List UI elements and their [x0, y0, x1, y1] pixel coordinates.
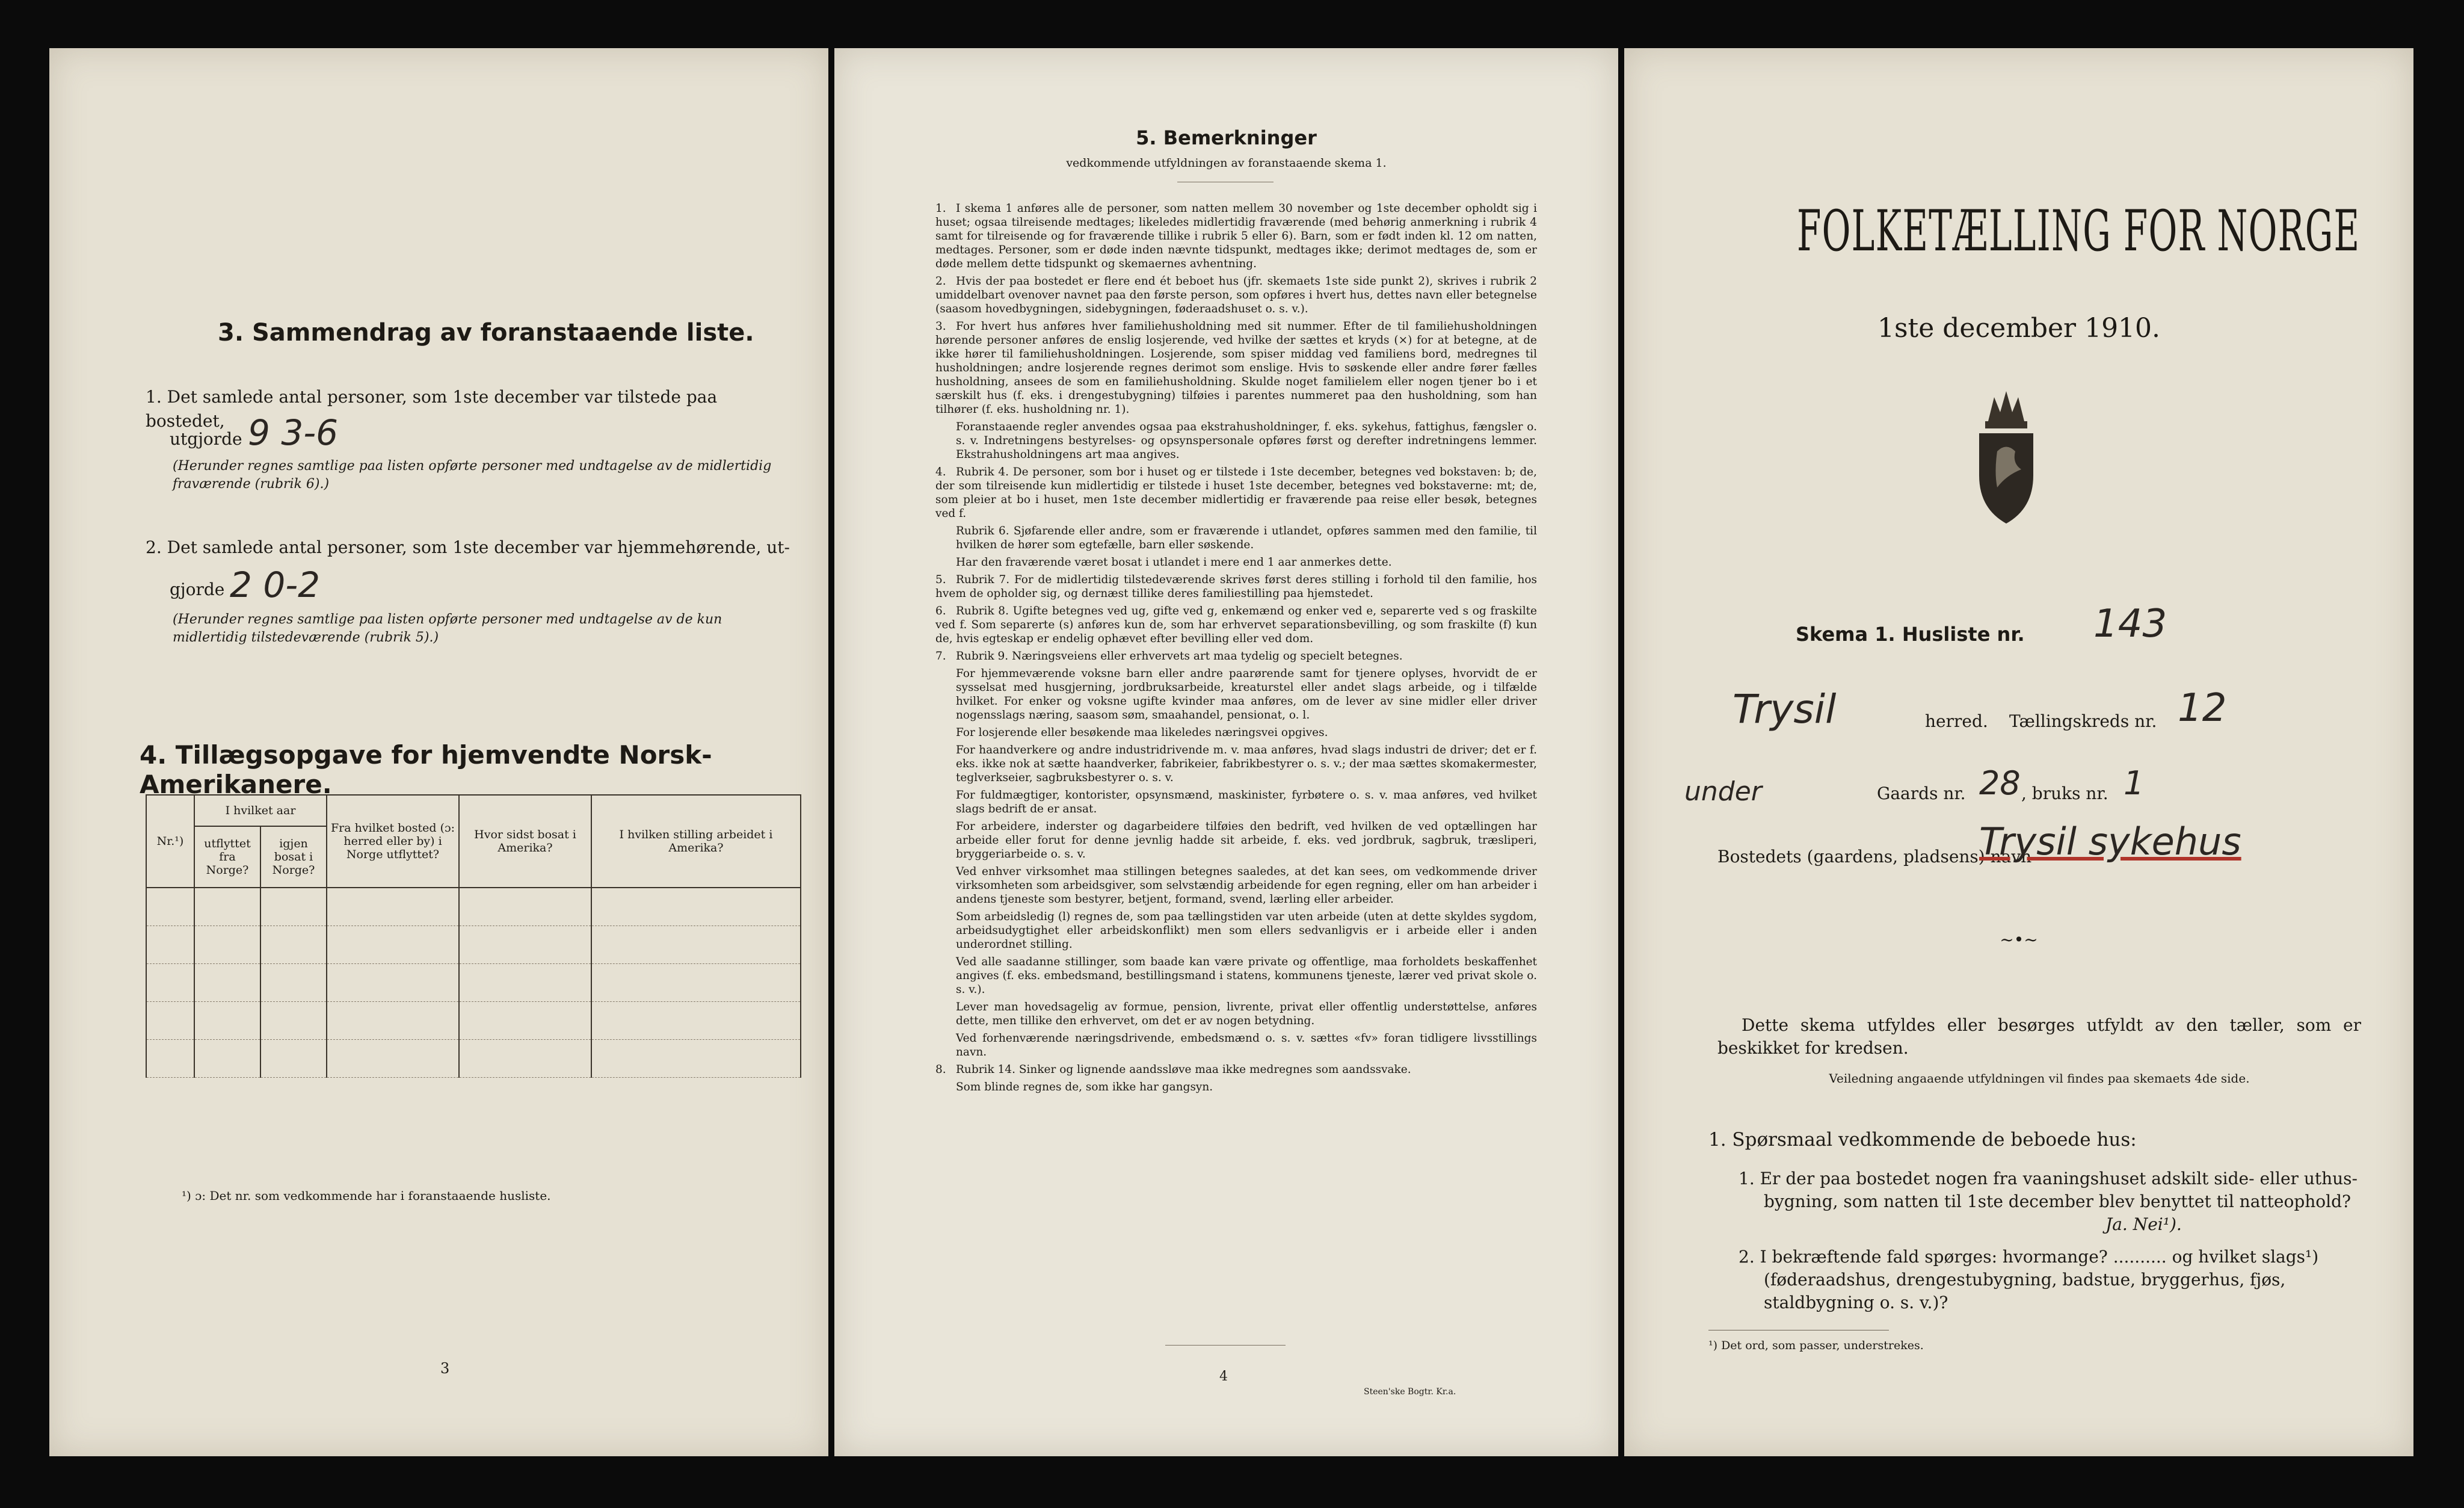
paragraph-text: Ved enhver virksomhet maa stillingen betegnes saaledes, at det kan sees, om vedkommende driver virksomheten som arbeidsgiver, som selvstændig arbeidende for egen regning, eller om han arbeider i andens tjeneste som bestyrer, betjent, formand, svend, lærling eller arbeider.	[956, 865, 1537, 906]
item1-text: 1. Det samlede antal personer, som 1ste december var tilstede paa bostedet,	[146, 387, 718, 431]
bemerkning-paragraph	[935, 1063, 1537, 1077]
paragraph-text: For arbeidere, inderster og dagarbeidere tilføies den bedrift, ved hvilken de ved optællingen har arbeide eller forut for denne jevnlig hadde sit arbeide, f. eks. ved jordbruk, sagbruk, træsliperi, bryggeriarbeide o. s. v.	[956, 820, 1537, 861]
paragraph-text: I skema 1 anføres alle de personer, som natten mellem 30 november og 1ste december opholdt sig i huset; ogsaa tilreisende medtages; likeledes midlertidig fraværende (med behørig anmerkning i rubrik 4 samt for tilreisende og for fraværende tillike i rubrik 5 eller 6). Barn, som er født inden kl. 12 om natten, medtages. Personer, som er døde inden nævnte tidspunkt, medtages ikke; derimot medtages de, som er døde mellem dette tidspunkt og skemaernes avhentning.	[935, 202, 1537, 270]
table-row	[146, 888, 801, 926]
question-1: 1. Er der paa bostedet nogen fra vaaningshuset adskilt side- eller uthus-bygning, som natten til 1ste december blev benyttet til natteophold?	[1739, 1169, 2358, 1211]
paragraph-text: Rubrik 9. Næringsveiens eller erhvervets art maa tydelig og specielt betegnes.	[956, 650, 1403, 663]
table-row	[146, 926, 801, 964]
paragraph-number: 2.	[935, 275, 946, 288]
ornament-icon: ~•~	[2000, 930, 2038, 950]
col-hvor-sidst-bosat: Hvor sidst bosat i Amerika?	[459, 795, 591, 888]
question-2: 2. I bekræftende fald spørges: hvormange? .......... og hvilket slags¹) (føderaadshus, drengestubygning, badstue, bryggerhus, fjøs, staldbygning o. s. v.)?	[1739, 1247, 2319, 1312]
bemerkning-paragraph	[935, 865, 1537, 906]
paragraph-text: Ved forhenværende næringsdrivende, embedsmænd o. s. v. sættes «fv» foran tidligere livsstillings navn.	[956, 1032, 1537, 1058]
paragraph-number: 1.	[935, 202, 946, 215]
paragraph-text: Ved alle saadanne stillinger, som baade kan være private og offentlige, maa forholdets beskaffenhet angives (f. eks. embedsmand, bestillingsmand i statens, kommunens tjeneste, lærer ved privat skole o. s. v.).	[956, 956, 1537, 996]
table-row	[146, 1040, 801, 1078]
middle-page	[834, 48, 1618, 1456]
paragraph-text: Rubrik 6. Sjøfarende eller andre, som er fraværende i utlandet, opføres sammen med den familie, til hvilken de hører som egtefælle, barn eller søskende.	[956, 525, 1537, 551]
bemerkninger-title: 5. Bemerkninger	[1136, 126, 1317, 149]
paragraph-number: 8.	[935, 1063, 946, 1076]
section3-title: 3. Sammendrag av foranstaaende liste.	[218, 319, 754, 347]
bemerkning-paragraph	[935, 524, 1537, 552]
bemerkning-paragraph	[935, 274, 1537, 316]
under-value: under	[1684, 776, 1762, 807]
bemerkning-paragraph	[935, 573, 1537, 601]
paragraph-number: 5.	[935, 573, 946, 586]
norsk-amerikanere-table	[146, 794, 801, 1078]
col-nr: Nr.¹)	[146, 795, 194, 888]
bemerkning-paragraph	[935, 910, 1537, 951]
bemerkning-paragraph	[935, 743, 1537, 785]
paragraph-text: Hvis der paa bostedet er flere end ét beboet hus (jfr. skemaets 1ste side punkt 2), skrives i rubrik 2 umiddelbart ovenover navnet paa den første person, som opføres i hvert hus, dettes navn eller betegnelse (saasom hovedbygningen, sidebygningen, føderaadshuset o. s. v.).	[935, 275, 1537, 315]
bemerkning-paragraph	[935, 202, 1537, 271]
printer-mark: Steen'ske Bogtr. Kr.a.	[1364, 1387, 1456, 1397]
item2-text: 2. Det samlede antal personer, som 1ste december var hjemmehørende, ut-	[146, 537, 790, 557]
skema-label: Skema 1. Husliste nr.	[1796, 623, 2025, 646]
main-title: FOLKETÆLLING FOR NORGE	[1796, 199, 2361, 264]
bruks-label: , bruks nr.	[2021, 783, 2108, 803]
table-row	[146, 964, 801, 1002]
section4-title: 4. Tillægsopgave for hjemvendte Norsk-Amerikanere.	[140, 740, 712, 799]
middle-page-number: 4	[1219, 1369, 1228, 1384]
bemerkning-paragraph	[935, 726, 1537, 740]
paragraph-text: Som blinde regnes de, som ikke har gangsyn.	[956, 1081, 1213, 1093]
left-page-number: 3	[440, 1360, 450, 1377]
bemerkning-paragraph	[935, 1080, 1537, 1094]
gaards-value: 28	[1979, 764, 2021, 802]
paragraph-text: Som arbeidsledig (l) regnes de, som paa tællingstiden var uten arbeide (uten at dette skyldes sygdom, arbeidsudygtighet eller arbeidskonflikt) men som ellers sedvanligvis er i arbeide eller i anden underordnet stilling.	[956, 910, 1537, 951]
bemerkning-paragraph	[935, 667, 1537, 722]
item1-handwritten-value: 9 3-6	[248, 412, 339, 453]
gaards-label: Gaards nr.	[1877, 783, 1966, 803]
bemerkninger-subtitle: vedkommende utfyldningen av foranstaaende skema 1.	[1066, 156, 1387, 170]
paragraph-text: Rubrik 4. De personer, som bor i huset og er tilstede i 1ste december, betegnes ved bokstaven: b; de, der som tilreisende kun midlertidig er tilstede i huset 1ste december, betegnes ved bokstaverne: mt; de, som pleier at bo i huset, men 1ste december midlertidig er fraværende paa reise eller besøk, betegnes ved f.	[935, 466, 1537, 520]
bemerkning-paragraph	[935, 465, 1537, 521]
bemerkning-paragraph	[935, 1031, 1537, 1059]
paragraph-text: For fuldmægtiger, kontorister, opsynsmænd, maskinister, fyrbøtere o. s. v. maa anføres, ved hvilket slags bedrift de er ansat.	[956, 789, 1537, 815]
paragraph-text: Foranstaaende regler anvendes ogsaa paa ekstrahusholdninger, f. eks. sykehus, fattighus, fængsler o. s. v. Indretningens bestyrelses- og opsynspersonale opføres først og derefter indretningens lemmer. Ekstrahusholdningens art maa angives.	[956, 421, 1537, 461]
bruks-value: 1	[2124, 764, 2145, 802]
paragraph-text: For losjerende eller besøkende maa likeledes næringsvei opgives.	[956, 726, 1328, 739]
item1-note: (Herunder regnes samtlige paa listen opførte personer med undtagelse av de midlertidig fraværende (rubrik 6).)	[173, 459, 772, 492]
paragraph-text: Har den fraværende været bosat i utlandet i mere end 1 aar anmerkes dette.	[956, 556, 1392, 569]
kreds-label: Tællingskreds nr.	[2009, 711, 2157, 731]
paragraph-text: Rubrik 8. Ugifte betegnes ved ug, gifte ved g, enkemænd og enker ved e, separerte ved s og fraskilte ved f. Som separerte (s) anføres kun de, som har erhvervet separationsbevilling, og som fraskilte (f) kun de, hvis egteskap er endelig ophævet efter bevilling eller ved dom.	[935, 605, 1537, 645]
col-stilling: I hvilken stilling arbeidet i Amerika?	[591, 795, 801, 888]
col-i-hvilket-aar: I hvilket aar	[194, 795, 327, 826]
paragraph-text: Rubrik 7. For de midlertidig tilstedeværende skrives først deres stilling i forhold til den familie, hos hvem de opholder sig, og dernæst tillike deres familiestilling paa hjemstedet.	[935, 573, 1537, 600]
questions-title: 1. Spørsmaal vedkommende de beboede hus:	[1708, 1129, 2137, 1151]
bemerkning-paragraph	[935, 604, 1537, 646]
census-date: 1ste december 1910.	[1877, 313, 2161, 344]
instruction-subtext: Veiledning angaaende utfyldningen vil findes paa skemaets 4de side.	[1829, 1071, 2250, 1086]
bosted-value: Trysil sykehus	[1979, 820, 2241, 864]
bemerkning-paragraph	[935, 788, 1537, 816]
item2-label: gjorde	[170, 579, 225, 599]
item1-label: utgjorde	[170, 429, 242, 449]
kreds-value: 12	[2178, 686, 2227, 731]
paragraph-number: 4.	[935, 466, 946, 478]
paragraph-text: For hjemmeværende voksne barn eller andre paarørende samt for tjenere oplyses, hvorvidt de er sysselsat med husgjerning, jordbruksarbeide, kreaturstel eller andet slags arbeide, og i tilfælde hvilket. For enker og voksne ugifte kvinder maa anføres, om de lever av sine midler eller driver nogensslags næring, saasom søm, smaahandel, pensionat, o. l.	[956, 667, 1537, 722]
bemerkning-paragraph	[935, 320, 1537, 416]
bosted-label: Bostedets (gaardens, pladsens) navn	[1717, 847, 2032, 867]
paragraph-number: 6.	[935, 605, 946, 617]
bemerkninger-list	[935, 202, 1537, 1098]
paragraph-text: For hvert hus anføres hver familiehusholdning med sit nummer. Efter de til familiehusholdningen hørende personer anføres de enslig losjerende, ved hvilke der sættes et kryds (×) for at betegne, at de ikke hører til familiehusholdningen. Losjerende, som spiser middag ved familiens bord, medregnes til husholdningen; andre losjerende regnes derimot som enslige. Hvis to søskende eller andre fører fælles husholdning, ansees de som en familiehusholdning. Skulde noget familielem eller nogen tjener bo i et særskilt hus (f. eks. i drengestubygning) tilføies i parentes nummeret paa den husholdning, som han tilhører (f. eks. husholdning nr. 1).	[935, 320, 1537, 416]
col-utflyttet: utflyttet fra Norge?	[194, 826, 260, 888]
left-footnote: ¹) ɔ: Det nr. som vedkommende har i foranstaaende husliste.	[182, 1188, 551, 1203]
paragraph-number: 3.	[935, 320, 946, 333]
paragraph-text: For haandverkere og andre industridrivende m. v. maa anføres, hvad slags industri de driver; det er f. eks. ikke nok at sætte haandverker, fabrikeier, fabrikbestyrer o. s. v.; der maa sættes skomakermester, teglverkseier, sagbruksbestyrer o. s. v.	[956, 744, 1537, 784]
paragraph-number: 7.	[935, 650, 946, 663]
bemerkning-paragraph	[935, 420, 1537, 462]
item2-note: (Herunder regnes samtlige paa listen opførte personer med undtagelse av de kun midlertidig tilstedeværende (rubrik 5).)	[173, 612, 722, 645]
coat-of-arms-icon	[1961, 385, 2051, 532]
question-1-answer: Ja. Nei¹).	[2105, 1214, 2182, 1234]
bemerkning-paragraph	[935, 955, 1537, 997]
right-page	[1624, 48, 2413, 1456]
instruction-text: Dette skema utfyldes eller besørges utfyldt av den tæller, som er beskikket for kredsen.	[1717, 1015, 2361, 1058]
paragraph-text: Rubrik 14. Sinker og lignende aandssløve maa ikke medregnes som aandssvake.	[956, 1063, 1411, 1076]
paragraph-text: Lever man hovedsagelig av formue, pension, livrente, privat eller offentlig understøttelse, anføres dette, men tillike den erhvervet, om det er av nogen betydning.	[956, 1001, 1537, 1027]
herred-label: herred.	[1925, 711, 1988, 731]
col-fra-hvilket-bosted: Fra hvilket bosted (ɔ: herred eller by) i Norge utflyttet?	[327, 795, 459, 888]
bemerkning-paragraph	[935, 649, 1537, 663]
item2-handwritten-value: 2 0-2	[230, 564, 321, 605]
left-page	[49, 48, 828, 1456]
husliste-nr-value: 143	[2093, 602, 2167, 646]
right-footnote: ¹) Det ord, som passer, understrekes.	[1708, 1339, 1924, 1352]
bemerkning-paragraph	[935, 555, 1537, 569]
col-igjen-bosat: igjen bosat i Norge?	[260, 826, 327, 888]
bemerkning-paragraph	[935, 820, 1537, 861]
bemerkning-paragraph	[935, 1000, 1537, 1028]
bottom-rule	[1165, 1345, 1286, 1346]
table-row	[146, 1002, 801, 1040]
herred-value: Trysil	[1732, 686, 1837, 732]
